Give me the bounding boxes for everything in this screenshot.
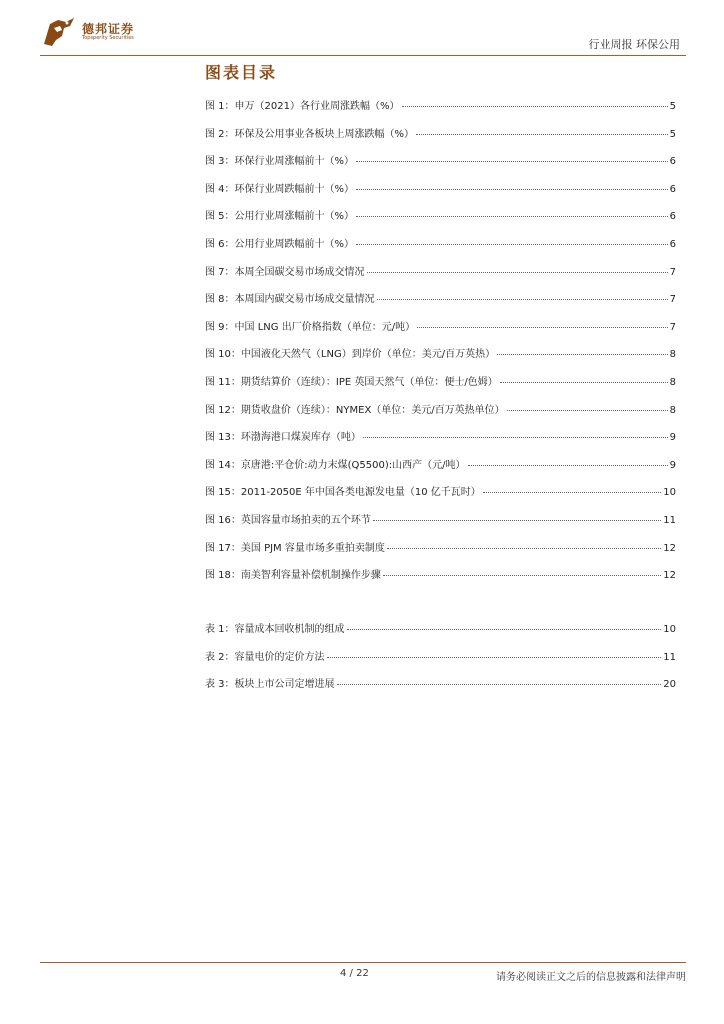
figure-entry[interactable] bbox=[205, 483, 676, 511]
table-entry-page: 10 bbox=[663, 624, 676, 635]
dot-leader bbox=[417, 327, 668, 328]
figure-entry-label: 图 7：本周全国碳交易市场成交情况 bbox=[205, 266, 365, 278]
table-entry[interactable] bbox=[205, 648, 676, 676]
figure-entry[interactable] bbox=[205, 235, 676, 263]
company-name-cn: 德邦证券 bbox=[82, 22, 135, 36]
figure-entry-label: 图 1：申万（2021）各行业周涨跌幅（%） bbox=[205, 101, 400, 112]
dot-leader bbox=[347, 629, 662, 630]
figure-entry-page: 9 bbox=[669, 432, 676, 444]
figure-entry-page: 7 bbox=[669, 294, 676, 306]
figure-entry-page: 6 bbox=[669, 238, 676, 250]
figure-entry-label: 图 18：南美智利容量补偿机制操作步骤 bbox=[205, 570, 381, 582]
figure-list bbox=[205, 97, 676, 594]
figure-entry-page: 12 bbox=[663, 542, 676, 554]
figure-entry[interactable] bbox=[205, 97, 676, 125]
figure-entry[interactable] bbox=[205, 345, 676, 373]
figure-entry[interactable] bbox=[205, 125, 676, 153]
figure-entry-page: 8 bbox=[669, 349, 676, 361]
figure-entry-label: 图 6：公用行业周跌幅前十（%） bbox=[205, 238, 355, 250]
dot-leader bbox=[363, 437, 668, 438]
dot-leader bbox=[468, 465, 668, 466]
figure-entry[interactable] bbox=[205, 456, 676, 484]
dot-leader bbox=[367, 272, 668, 273]
dot-leader bbox=[337, 684, 662, 685]
figure-entry[interactable] bbox=[205, 263, 676, 291]
figure-entry-page: 10 bbox=[663, 487, 676, 499]
dot-leader bbox=[507, 410, 668, 411]
figure-entry-page: 7 bbox=[669, 321, 676, 333]
figure-entry-page: 7 bbox=[669, 266, 676, 278]
dot-leader bbox=[402, 106, 668, 107]
figure-entry-label: 图 8：本周国内碳交易市场成交量情况 bbox=[205, 294, 375, 306]
figure-entry-page: 8 bbox=[669, 376, 676, 388]
figure-entry-page: 11 bbox=[663, 514, 676, 526]
report-type: 行业周报 环保公用 bbox=[588, 38, 680, 51]
table-entry-label: 表 3：板块上市公司定增进展 bbox=[205, 679, 335, 691]
dot-leader bbox=[327, 657, 662, 658]
dot-leader bbox=[377, 299, 668, 300]
page-header bbox=[40, 16, 686, 56]
dot-leader bbox=[356, 189, 668, 190]
table-entry-page: 20 bbox=[663, 679, 676, 691]
table-entry-page: 11 bbox=[663, 651, 676, 663]
table-list bbox=[205, 620, 676, 703]
figure-entry-label: 图 15：2011-2050E 年中国各类电源发电量（10 亿千瓦时） bbox=[205, 487, 481, 499]
figure-entry[interactable] bbox=[205, 290, 676, 318]
figure-entry[interactable] bbox=[205, 401, 676, 429]
figure-entry[interactable] bbox=[205, 566, 676, 594]
dot-leader bbox=[356, 216, 668, 217]
footer-divider bbox=[40, 962, 686, 963]
table-entry-label: 表 2：容量电价的定价方法 bbox=[205, 651, 325, 663]
figure-entry-label: 图 5：公用行业周涨幅前十（%） bbox=[205, 211, 355, 223]
figure-entry-label: 图 17：美国 PJM 容量市场多重拍卖制度 bbox=[205, 542, 385, 554]
figure-entry-label: 图 10：中国液化天然气（LNG）到岸价（单位：美元/百万英热） bbox=[205, 349, 496, 361]
legal-disclaimer: 请务必阅读正文之后的信息披露和法律声明 bbox=[496, 972, 686, 983]
figure-entry[interactable] bbox=[205, 428, 676, 456]
table-entry[interactable] bbox=[205, 620, 676, 648]
header-divider bbox=[40, 55, 686, 56]
figure-entry-label: 图 13：环渤海港口煤炭库存（吨） bbox=[205, 432, 361, 444]
figure-entry-page: 6 bbox=[669, 183, 676, 195]
figure-entry-page: 5 bbox=[669, 101, 676, 112]
figure-entry-label: 图 2：环保及公用事业各板块上周涨跌幅（%） bbox=[205, 128, 415, 140]
page-number: 4 / 22 bbox=[340, 968, 369, 979]
figure-entry-page: 6 bbox=[669, 211, 676, 223]
figure-entry-label: 图 16：英国容量市场拍卖的五个环节 bbox=[205, 514, 371, 526]
dot-leader bbox=[356, 161, 668, 162]
figure-entry-page: 5 bbox=[669, 128, 676, 140]
figure-entry-page: 12 bbox=[663, 570, 676, 582]
figure-entry-label: 图 3：环保行业周涨幅前十（%） bbox=[205, 156, 355, 168]
dot-leader bbox=[416, 134, 668, 135]
dot-leader bbox=[497, 354, 668, 355]
company-name-en: Topsperity Securities bbox=[82, 35, 134, 41]
figure-entry[interactable] bbox=[205, 511, 676, 539]
figure-entry[interactable] bbox=[205, 180, 676, 208]
dot-leader bbox=[387, 548, 661, 549]
toc-title: 图表目录 bbox=[205, 63, 278, 82]
dot-leader bbox=[483, 492, 661, 493]
company-logo bbox=[40, 16, 150, 50]
figure-entry[interactable] bbox=[205, 318, 676, 346]
figure-entry-label: 图 4：环保行业周跌幅前十（%） bbox=[205, 183, 355, 195]
figure-entry-label: 图 9：中国 LNG 出厂价格指数（单位：元/吨） bbox=[205, 321, 416, 333]
dot-leader bbox=[500, 382, 668, 383]
dot-leader bbox=[373, 520, 661, 521]
figure-entry[interactable] bbox=[205, 152, 676, 180]
figure-entry[interactable] bbox=[205, 373, 676, 401]
table-entry-label: 表 1：容量成本回收机制的组成 bbox=[205, 624, 345, 635]
dragon-logo-icon bbox=[40, 16, 78, 48]
figure-entry[interactable] bbox=[205, 207, 676, 235]
dot-leader bbox=[383, 575, 661, 576]
figure-entry-label: 图 12：期货收盘价（连续）：NYMEX（单位：美元/百万英热单位） bbox=[205, 404, 505, 416]
figure-entry-page: 9 bbox=[669, 459, 676, 471]
figure-entry[interactable] bbox=[205, 539, 676, 567]
figure-entry-page: 6 bbox=[669, 156, 676, 168]
figure-entry-label: 图 11：期货结算价（连续）：IPE 英国天然气（单位：便士/色姆） bbox=[205, 376, 498, 388]
figure-entry-label: 图 14：京唐港:平仓价:动力末煤(Q5500):山西产（元/吨） bbox=[205, 459, 466, 471]
dot-leader bbox=[356, 244, 668, 245]
figure-entry-page: 8 bbox=[669, 404, 676, 416]
table-entry[interactable] bbox=[205, 675, 676, 703]
